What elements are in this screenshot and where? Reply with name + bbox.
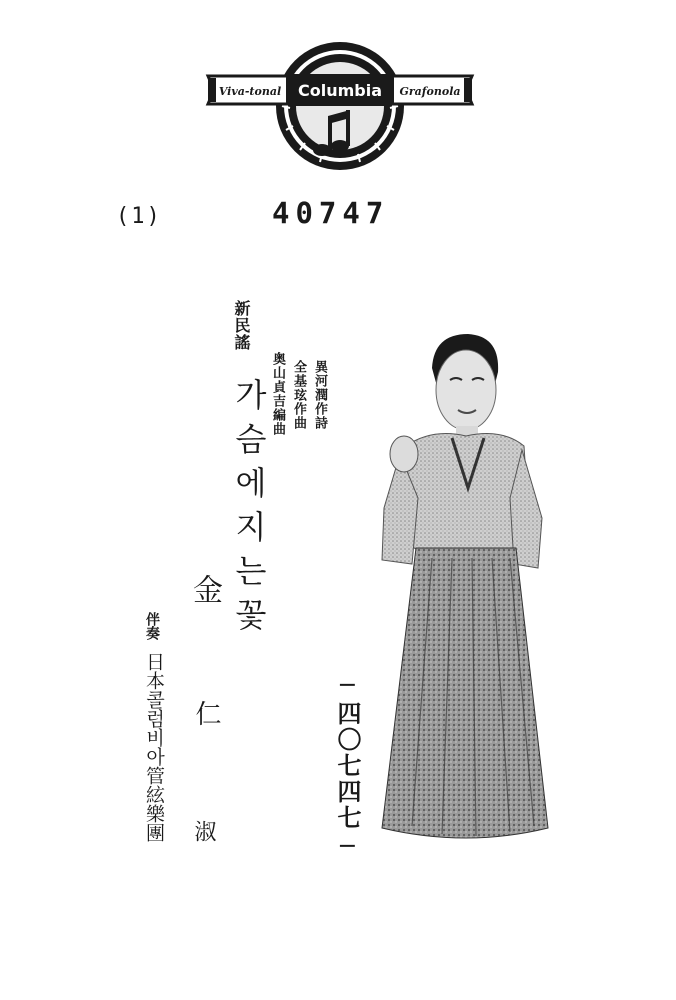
song-title: 가슴에지는꽃	[230, 378, 268, 642]
arranger-credit: 奥山貞吉編曲	[270, 352, 285, 436]
record-number: 40747	[272, 196, 390, 230]
accompaniment-label: 伴奏	[144, 612, 160, 640]
catalog-kanji-number: ─四〇七四七─	[333, 670, 362, 862]
page-number: (1)	[116, 204, 162, 229]
banner-right-text: Grafonola	[399, 85, 461, 98]
columbia-logo	[204, 38, 476, 178]
lyricist-credit: 異河潤作詩	[312, 360, 327, 430]
singer-photo	[372, 328, 558, 848]
accompaniment-name: 日本콜럼비아管絃樂團	[143, 652, 165, 842]
song-genre: 新民謠	[232, 300, 251, 351]
brand-name: Columbia	[297, 81, 383, 100]
composer-credit: 全基玹作曲	[291, 360, 306, 430]
banner-left-text: Viva-tonal	[218, 85, 282, 98]
singer-family-name: 金	[187, 574, 222, 604]
singer-given-name-1: 仁	[191, 700, 221, 726]
singer-given-name-2: 淑	[191, 820, 216, 842]
